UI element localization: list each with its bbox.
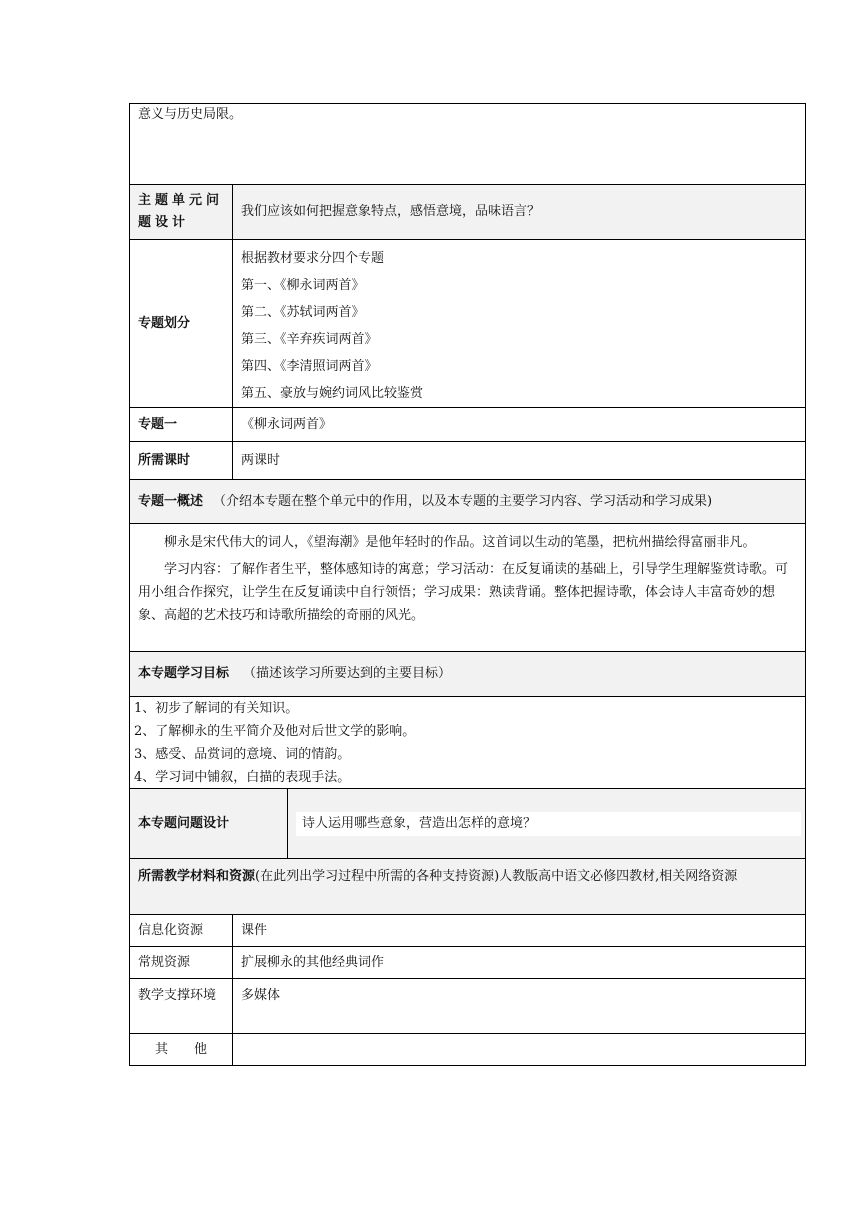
materials-row [130, 858, 805, 914]
topic-division-line: 第二、《苏轼词两首》 [241, 305, 365, 320]
topic-one-label: 专题一 [130, 408, 233, 441]
hours-label: 所需课时 [130, 442, 233, 479]
resource-label: 信息化资源 [130, 915, 233, 946]
goals-header-row [130, 651, 805, 696]
resource-row [130, 914, 805, 946]
goals-hint: （描述该学习所要达到的主要目标） [243, 666, 452, 681]
topic-division-line: 第五、豪放与婉约词风比较鉴赏 [241, 386, 424, 401]
overview-header-row [130, 479, 805, 523]
problem-design-label: 本专题问题设计 [130, 789, 288, 858]
resource-label: 教学支撑环境 [130, 979, 233, 1033]
topic-division-list [233, 240, 805, 407]
resource-row [130, 946, 805, 978]
topic-division-label: 专题划分 [130, 240, 233, 407]
resource-row [130, 1033, 805, 1065]
resource-value: 扩展柳永的其他经典词作 [241, 954, 385, 970]
problem-design-row [130, 788, 805, 858]
continuation-text: 意义与历史局限。 [138, 107, 243, 122]
overview-paragraph: 学习内容：了解作者生平，整体感知诗的寓意；学习活动：在反复诵读的基础上，引导学生理解鉴赏诗歌。可用小组合作探究，让学生在反复诵读中自行领悟；学习成果：熟读背诵。整体把握诗歌，体会诗人丰富奇妙的想象、高超的艺术技巧和诗歌所描绘的奇丽的风光。 [138, 562, 789, 623]
goal-item: 2、了解柳永的生平简介及他对后世文学的影响。 [134, 724, 416, 739]
overview-paragraph: 柳永是宋代伟大的词人，《望海潮》是他年轻时的作品。这首词以生动的笔墨，把杭州描绘得富丽非凡。 [164, 535, 756, 550]
continuation-row [130, 104, 805, 184]
overview-label: 专题一概述 [138, 493, 204, 509]
hours-row [130, 441, 805, 479]
materials-label: 所需教学材料和资源 [138, 869, 256, 884]
topic-division-line: 第三、《辛弃疾词两首》 [241, 332, 378, 347]
overview-body [130, 524, 805, 651]
overview-header [130, 480, 805, 523]
goal-item: 3、感受、品赏词的意境、词的情韵。 [134, 747, 351, 762]
goals-label: 本专题学习目标 [138, 666, 230, 681]
problem-design-value: 诗人运用哪些意象，营造出怎样的意境？ [296, 812, 801, 836]
goals-list [130, 697, 805, 788]
goals-header [130, 652, 805, 696]
goals-body-row [130, 696, 805, 788]
topic-division-line: 第四、《李清照词两首》 [241, 359, 378, 374]
topic-division-line: 第一、《柳永词两首》 [241, 278, 365, 293]
resource-label: 常规资源 [130, 947, 233, 978]
topic-division-row [130, 239, 805, 407]
resource-value: 多媒体 [241, 988, 281, 1003]
topic-one-row [130, 407, 805, 441]
hours-value: 两课时 [241, 452, 281, 468]
problem-design-cell [288, 789, 805, 858]
resource-value: 课件 [241, 922, 268, 938]
theme-design-value: 我们应该如何把握意象特点，感悟意境，品味语言？ [241, 204, 541, 219]
theme-design-row [130, 184, 805, 239]
resource-label: 其 他 [130, 1034, 233, 1065]
goal-item: 4、学习词中铺叙，白描的表现手法。 [134, 770, 351, 785]
lesson-plan-table [129, 103, 806, 1066]
theme-design-label: 主题单元问题设计 [130, 185, 233, 239]
goal-item: 1、初步了解词的有关知识。 [134, 701, 299, 716]
topic-one-value: 《柳永词两首》 [241, 416, 333, 432]
materials-text [130, 859, 805, 914]
materials-value: (在此列出学习过程中所需的各种支持资源)人教版高中语文必修四教材,相关网络资源 [255, 869, 738, 884]
overview-body-row [130, 523, 805, 651]
resource-row [130, 978, 805, 1033]
resource-value [233, 1034, 805, 1065]
overview-hint: （介绍本专题在整个单元中的作用，以及本专题的主要学习内容、学习活动和学习成果) [213, 493, 713, 509]
topic-division-line: 根据教材要求分四个专题 [241, 251, 385, 266]
